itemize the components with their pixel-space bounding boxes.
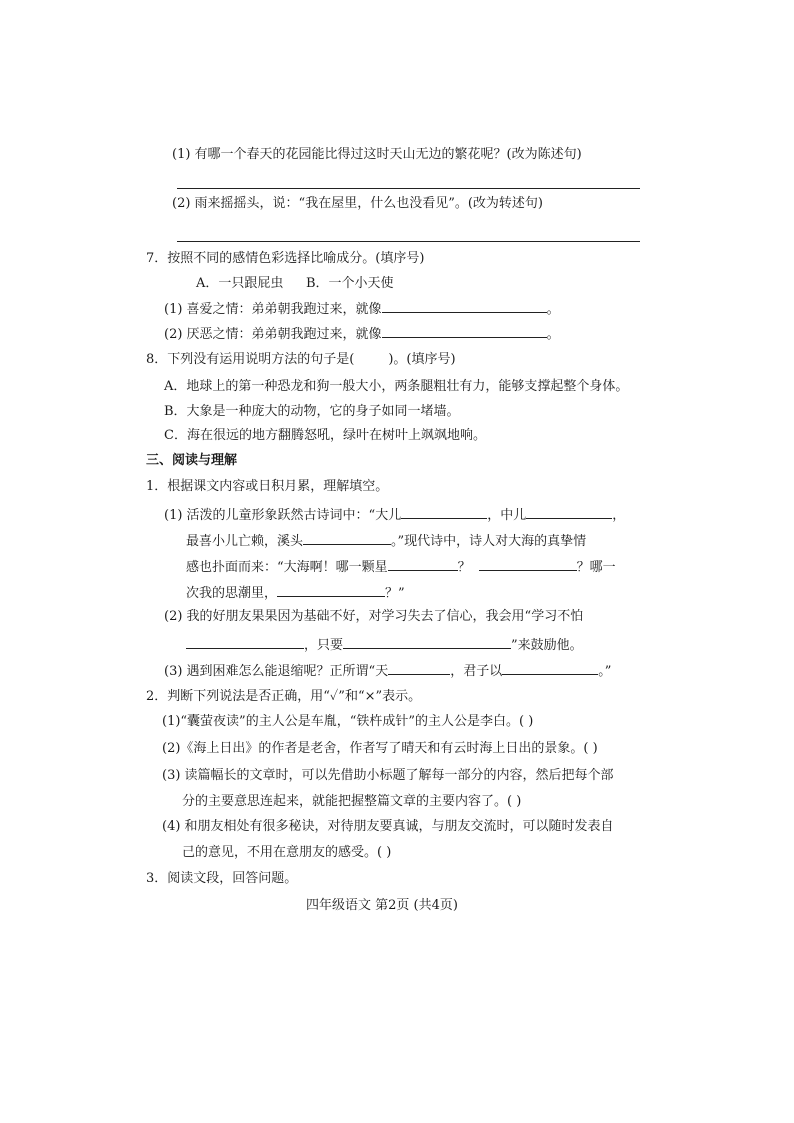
text: 。”现代诗中，诗人对大海的真挚情: [391, 534, 587, 549]
answer-blank[interactable]: [277, 584, 385, 597]
page-footer: 四年级语文 第2页 (共4页): [306, 898, 458, 913]
r2-item-4-line2: 己的意见，不用在意朋友的感受。( ): [182, 845, 392, 860]
answer-blank[interactable]: [479, 558, 577, 571]
q8-stem: [146, 351, 456, 368]
r2-stem: 2．判断下列说法是否正确，用“✓”和“×”表示。: [146, 689, 422, 704]
text: ，中儿: [487, 508, 527, 523]
q8-stem-post: )。(填序号): [388, 352, 456, 367]
q7-option-b: B．一个小天使: [306, 276, 394, 291]
answer-line[interactable]: [177, 188, 640, 189]
r1-sub2-line1: (2) 我的好朋友果果因为基础不好，对学习失去了信心，我会用“学习不怕: [164, 609, 584, 624]
text: (3) 遇到困难怎么能退缩呢？正所谓“天: [164, 664, 389, 679]
q6-item-2: (2) 雨来摇摇头，说：“我在屋里，什么也没看见”。(改为转述句): [172, 196, 543, 211]
answer-blank[interactable]: [186, 636, 304, 649]
answer-blank[interactable]: [382, 300, 547, 313]
text: 次我的思潮里，: [186, 586, 278, 601]
q7-item-1-text: (1) 喜爱之情：弟弟朝我跑过来，就像: [164, 302, 382, 317]
text: (1) 活泼的儿童形象跃然古诗词中：“大儿: [164, 508, 402, 523]
text: ，君子以: [450, 664, 503, 679]
r2-item-2: (2)《海上日出》的作者是老舍，作者写了晴天和有云时海上日出的景象。( ): [162, 741, 598, 756]
answer-line[interactable]: [177, 241, 640, 242]
answer-blank[interactable]: [502, 662, 598, 675]
q8-stem-pre: 8．下列没有运用说明方法的句子是(: [146, 352, 355, 367]
text: ？哪一: [576, 560, 616, 575]
text: 最喜小儿亡赖，溪头: [186, 534, 304, 549]
period: 。: [546, 327, 560, 342]
r2-item-3-line2: 分的主要意思连起来，就能把握整篇文章的主要内容了。( ): [182, 794, 522, 809]
q7-stem: 7．按照不同的感情色彩选择比喻成分。(填序号): [146, 251, 425, 266]
r1-sub1-line3: [186, 558, 616, 576]
q6-item-1: (1) 有哪一个春天的花园能比得过这时天山无边的繁花呢？(改为陈述句): [172, 147, 582, 162]
answer-blank[interactable]: [303, 532, 391, 545]
r1-sub2-line2: [186, 636, 583, 654]
q7-item-1: [164, 300, 560, 318]
q8-option-b: B．大象是一种庞大的动物，它的身子如同一堵墙。: [164, 404, 460, 419]
r2-item-3-line1: (3) 读篇幅长的文章时，可以先借助小标题了解每一部分的内容，然后把每个部: [162, 768, 614, 783]
q8-option-a: A．地球上的第一种恐龙和狗一般大小，两条腿粗壮有力，能够支撑起整个身体。: [164, 379, 629, 394]
answer-blank[interactable]: [526, 506, 612, 519]
r2-item-4-line1: (4) 和朋友相处有很多秘诀，对待朋友要真诚，与朋友交流时，可以随时发表自: [162, 819, 614, 834]
answer-blank[interactable]: [401, 506, 487, 519]
text: ，只要: [304, 638, 344, 653]
q7-item-2: [164, 325, 560, 343]
text: ，: [612, 508, 626, 523]
r1-sub1-line4: [186, 584, 405, 602]
text: ？: [457, 560, 471, 575]
q8-option-c: C．海在很远的地方翻腾怒吼，绿叶在树叶上飒飒地响。: [164, 428, 486, 443]
r3-stem: 3．阅读文段，回答问题。: [146, 871, 298, 886]
answer-blank[interactable]: [388, 662, 450, 675]
r1-sub3: [164, 662, 611, 680]
section-heading: 三、阅读与理解: [146, 453, 238, 468]
text: 感也扑面而来：“大海啊！哪一颗星: [186, 560, 388, 575]
answer-blank[interactable]: [382, 325, 547, 338]
r1-stem: 1．根据课文内容或日积月累，理解填空。: [146, 479, 389, 494]
r2-item-1: (1)“囊萤夜读”的主人公是车胤，“铁杵成针”的主人公是李白。( ): [162, 714, 534, 729]
q7-option-a: A．一只跟屁虫: [196, 276, 284, 291]
text: 。”: [598, 664, 612, 679]
r1-sub1-line2: [186, 532, 586, 550]
text: ？”: [385, 586, 405, 601]
period: 。: [546, 302, 560, 317]
q7-item-2-text: (2) 厌恶之情：弟弟朝我跑过来，就像: [164, 327, 382, 342]
text: ”来鼓励他。: [511, 638, 583, 653]
r1-sub1-line1: [164, 506, 625, 524]
answer-blank[interactable]: [388, 558, 458, 571]
answer-blank[interactable]: [343, 636, 511, 649]
